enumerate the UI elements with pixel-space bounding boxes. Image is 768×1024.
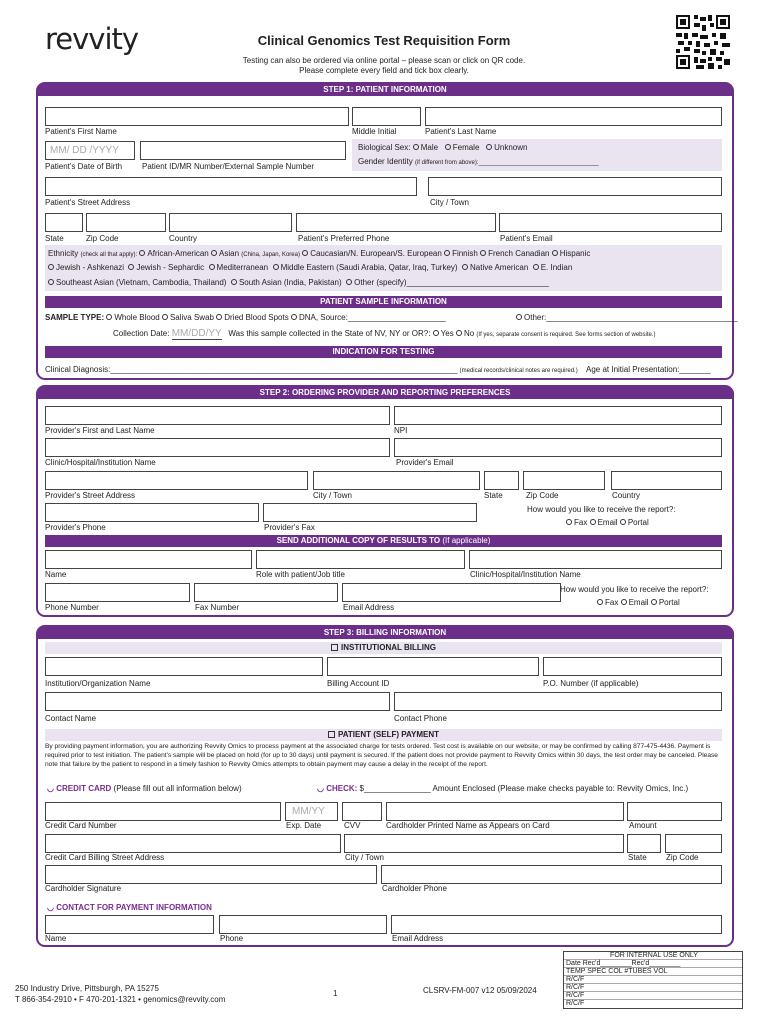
contact-name-label: Contact Name [45, 714, 97, 723]
dob-input[interactable]: MM/ DD /YYYY [45, 141, 135, 160]
diagnosis-row[interactable]: Clinical Diagnosis:______________________________________________________________________________ (medical records/clinical notes are required.) [45, 365, 578, 374]
copy-receive-options: Fax Email Portal [597, 598, 680, 608]
self-payment-bar: PATIENT (SELF) PAYMENT [45, 729, 722, 741]
payment-contact-phone-input[interactable] [219, 915, 387, 934]
subtitle: Testing can also be ordered via online portal – please scan or click on QR code. Please complete every field and tick box clearly. [242, 56, 526, 75]
patient-first-name-input[interactable] [45, 107, 349, 126]
provider-fax-label: Provider's Fax [264, 523, 315, 532]
copy-receive-label: How would you like to receive the report?: [560, 585, 709, 594]
provider-phone-label: Provider's Phone [45, 523, 106, 532]
cc-street-label: Credit Card Billing Street Address [45, 853, 165, 862]
payment-contact-name-input[interactable] [45, 915, 214, 934]
fax-radio[interactable] [566, 519, 572, 525]
payment-disclaimer: By providing payment information, you are authorizing Revvity Omics to process payment at the associated charge for tests ordered. Test cost is available on our website, or may be confirmed by calling 877-475-4436. Payment is required prior to test initiation. The patient's sample will be placed on hold (for up to 30 days) until payment is secured. If the patient does not provide payment to Revvity Omics within 30 days, the test order may be canceled. Please note that failure by the patient to respond in a timely fashion to Revvity Omics attempts to obtain payment may cause a delay in the receipt of the report. [45, 743, 718, 768]
self-payment-checkbox[interactable] [328, 731, 335, 738]
payment-contact-name-label: Name [45, 934, 67, 943]
copy-role-input[interactable] [256, 550, 465, 569]
gender-row: Gender Identity (if different from above):____________________________________ [358, 157, 599, 166]
institution-name-input[interactable] [45, 657, 323, 676]
copy-fax-label: Fax Number [195, 603, 240, 612]
sample-type-row: SAMPLE TYPE: Whole Blood Saliva Swab Dried Blood Spots DNA, Source:______________________ [45, 313, 446, 322]
copy-clinic-label: Clinic/Hospital/Institution Name [470, 570, 581, 579]
check-radio[interactable]: ◡ [317, 784, 327, 793]
amount-label: Amount [629, 821, 657, 830]
state-input[interactable] [45, 213, 83, 232]
provider-country-input[interactable] [611, 471, 722, 490]
qr-code-icon[interactable] [676, 15, 730, 69]
exp-date-label: Exp. Date [286, 821, 322, 830]
credit-card-option: ◡ CREDIT CARD (Please fill out all information below) [47, 784, 242, 793]
credit-card-radio[interactable]: ◡ [47, 784, 57, 793]
contact-payment-radio[interactable]: ◡ [47, 903, 57, 912]
city-label: City / Town [430, 198, 469, 207]
collection-date-input[interactable]: MM/DD/YY [171, 328, 222, 339]
cc-zip-label: Zip Code [666, 853, 699, 862]
provider-phone-input[interactable] [45, 503, 259, 522]
provider-street-label: Provider's Street Address [45, 491, 136, 500]
contact-name-input[interactable] [45, 692, 390, 711]
eth-asian-radio[interactable] [211, 250, 217, 256]
form-code: CLSRV-FM-007 v12 05/09/2024 [423, 986, 537, 995]
copy-phone-label: Phone Number [45, 603, 99, 612]
bio-sex-row: Biological Sex: Male Female Unknown [358, 143, 528, 152]
eth-middle-eastern-radio[interactable] [273, 264, 279, 270]
po-number-input[interactable] [543, 657, 722, 676]
zip-input[interactable] [86, 213, 166, 232]
age-field[interactable]: Age at Initial Presentation:_______ [586, 365, 711, 374]
copy-fax-radio[interactable] [597, 599, 603, 605]
provider-name-input[interactable] [45, 406, 390, 425]
page-title: Clinical Genomics Test Requisition Form [257, 33, 511, 48]
contact-phone-input[interactable] [394, 692, 722, 711]
provider-city-label: City / Town [313, 491, 352, 500]
cc-state-input[interactable] [627, 834, 661, 853]
eth-southeast-asian-radio[interactable] [48, 279, 54, 285]
provider-email-label: Provider's Email [396, 458, 454, 467]
provider-state-label: State [484, 491, 503, 500]
npi-input[interactable] [394, 406, 722, 425]
cc-city-input[interactable] [344, 834, 624, 853]
cardholder-phone-input[interactable] [381, 865, 722, 884]
provider-email-input[interactable] [394, 438, 722, 457]
copy-role-label: Role with patient/Job title [256, 570, 345, 579]
patient-id-input[interactable] [140, 141, 346, 160]
internal-use-table: FOR INTERNAL USE ONLY Date Rec'd________Rec'd________ TEMP SPEC COL #TUBES VOL R/C/F R/C/F R/C/F R/C/F [563, 951, 743, 1009]
contact-phone-label: Contact Phone [394, 714, 447, 723]
po-number-label: P.O. Number (if applicable) [543, 679, 639, 688]
nv-no-radio[interactable] [456, 330, 462, 336]
phone-input[interactable] [296, 213, 496, 232]
unknown-radio[interactable] [486, 144, 492, 150]
dried-blood-radio[interactable] [216, 314, 222, 320]
copy-phone-input[interactable] [45, 583, 190, 602]
step1-header: STEP 1: PATIENT INFORMATION [36, 84, 734, 96]
copy-header: SEND ADDITIONAL COPY OF RESULTS TO (If applicable) [45, 535, 722, 547]
cvv-input[interactable] [342, 802, 382, 821]
provider-zip-input[interactable] [523, 471, 605, 490]
email-label: Patient's Email [500, 234, 553, 243]
eth-ashkenazi-radio[interactable] [48, 264, 54, 270]
eth-african-american-radio[interactable] [139, 250, 145, 256]
copy-fax-input[interactable] [194, 583, 338, 602]
institution-name-label: Institution/Organization Name [45, 679, 151, 688]
eth-finnish-radio[interactable] [444, 250, 450, 256]
page-number: 1 [333, 989, 338, 998]
middle-initial-label: Middle Initial [352, 127, 397, 136]
receive-report-label: How would you like to receive the report?: [527, 505, 676, 514]
eth-south-asian-radio[interactable] [231, 279, 237, 285]
payment-contact-email-label: Email Address [392, 934, 444, 943]
ethnicity-row-1: Ethnicity (check all that apply): African-American Asian (China, Japan, Korea) Caucasian/N. European/S. European Finnish French Canadian Hispanic [48, 249, 591, 258]
last-name-label: Patient's Last Name [425, 127, 497, 136]
clinic-input[interactable] [45, 438, 390, 457]
step2-header: STEP 2: ORDERING PROVIDER AND REPORTING PREFERENCES [36, 387, 734, 399]
ethnicity-row-3: Southeast Asian (Vietnam, Cambodia, Thailand) South Asian (India, Pakistan) Other (specify)________________________________ [48, 278, 549, 288]
copy-email-input[interactable] [342, 583, 561, 602]
middle-initial-input[interactable] [352, 107, 421, 126]
clinic-label: Clinic/Hospital/Institution Name [45, 458, 156, 467]
payment-contact-email-input[interactable] [391, 915, 722, 934]
cvv-label: CVV [344, 821, 361, 830]
patient-city-input[interactable] [428, 177, 722, 196]
npi-label: NPI [394, 426, 408, 435]
copy-email-radio[interactable] [621, 599, 627, 605]
copy-clinic-input[interactable] [469, 550, 722, 569]
phone-label: Patient's Preferred Phone [298, 234, 390, 243]
institutional-billing-checkbox[interactable] [331, 644, 338, 651]
billing-account-label: Billing Account ID [327, 679, 390, 688]
provider-street-input[interactable] [45, 471, 308, 490]
provider-country-label: Country [612, 491, 641, 500]
cardholder-name-label: Cardholder Printed Name as Appears on Card [386, 821, 550, 830]
whole-blood-radio[interactable] [106, 314, 112, 320]
sample-other: Other:___________________________________________ [516, 313, 738, 323]
eth-sephardic-radio[interactable] [128, 264, 134, 270]
cc-city-label: City / Town [345, 853, 384, 862]
copy-name-input[interactable] [45, 550, 252, 569]
first-name-label: Patient's First Name [45, 127, 117, 136]
collection-row: Collection Date: MM/DD/YY Was this sample collected in the State of NV, NY or OR?: Yes No (If yes, separate consent is required. See forms section of website.) [113, 328, 656, 339]
cardholder-name-input[interactable] [386, 802, 624, 821]
check-option: ◡ CHECK: $_______________ Amount Enclosed (Please make checks payable to: Revvity Omics, Inc.) [317, 784, 689, 793]
copy-email-label: Email Address [343, 603, 395, 612]
dob-label: Patient's Date of Birth [45, 162, 123, 171]
patient-last-name-input[interactable] [425, 107, 722, 126]
female-radio[interactable] [445, 144, 451, 150]
patient-street-input[interactable] [45, 177, 417, 196]
exp-date-input[interactable]: MM/YY [285, 802, 338, 821]
payment-contact-phone-label: Phone [220, 934, 244, 943]
cc-zip-input[interactable] [665, 834, 722, 853]
provider-name-label: Provider's First and Last Name [45, 426, 155, 435]
street-label: Patient's Street Address [45, 198, 131, 207]
contact-payment-option: ◡ CONTACT FOR PAYMENT INFORMATION [47, 903, 212, 912]
institutional-billing-bar: INSTITUTIONAL BILLING [45, 642, 722, 654]
zip-label: Zip Code [86, 234, 119, 243]
eth-mediterranean-radio[interactable] [209, 264, 215, 270]
step3-header: STEP 3: BILLING INFORMATION [36, 627, 734, 639]
eth-french-canadian-radio[interactable] [480, 250, 486, 256]
card-number-label: Credit Card Number [45, 821, 117, 830]
indication-header: INDICATION FOR TESTING [45, 346, 722, 358]
email-radio[interactable] [590, 519, 596, 525]
country-input[interactable] [169, 213, 292, 232]
other-sample-radio[interactable] [516, 314, 522, 320]
receive-options: Fax Email Portal [566, 518, 649, 528]
state-label: State [45, 234, 64, 243]
eth-native-american-radio[interactable] [462, 264, 468, 270]
copy-portal-radio[interactable] [651, 599, 657, 605]
eth-east-indian-radio[interactable] [533, 264, 539, 270]
signature-label: Cardholder Signature [45, 884, 122, 893]
patient-id-label: Patient ID/MR Number/External Sample Number [142, 162, 315, 171]
copy-name-label: Name [45, 570, 67, 579]
ethnicity-row-2: Jewish - Ashkenazi Jewish - Sephardic Mediterranean Middle Eastern (Saudi Arabia, Qatar, Iraq, Turkey) Native American E. Indian [48, 263, 572, 273]
saliva-swab-radio[interactable] [162, 314, 168, 320]
signature-input[interactable] [45, 865, 377, 884]
eth-other-radio[interactable] [346, 279, 352, 285]
eth-caucasian-radio[interactable] [302, 250, 308, 256]
provider-zip-label: Zip Code [526, 491, 559, 500]
provider-city-input[interactable] [313, 471, 480, 490]
amount-input[interactable] [627, 802, 722, 821]
portal-radio[interactable] [620, 519, 626, 525]
cc-street-input[interactable] [45, 834, 341, 853]
provider-state-input[interactable] [484, 471, 519, 490]
nv-yes-radio[interactable] [433, 330, 439, 336]
dna-radio[interactable] [291, 314, 297, 320]
country-label: Country [169, 234, 198, 243]
eth-hispanic-radio[interactable] [552, 250, 558, 256]
provider-fax-input[interactable] [263, 503, 477, 522]
male-radio[interactable] [413, 144, 419, 150]
cardholder-phone-label: Cardholder Phone [382, 884, 447, 893]
card-number-input[interactable] [45, 802, 281, 821]
footer-address: 250 Industry Drive, Pittsburgh, PA 15275 T 866-354-2910 • F 470-201-1321 • genomics@revvity.com [15, 984, 226, 1004]
sample-header: PATIENT SAMPLE INFORMATION [45, 296, 722, 308]
email-input[interactable] [499, 213, 722, 232]
revvity-logo: revvity [45, 22, 139, 56]
cc-state-label: State [628, 853, 647, 862]
billing-account-input[interactable] [327, 657, 539, 676]
